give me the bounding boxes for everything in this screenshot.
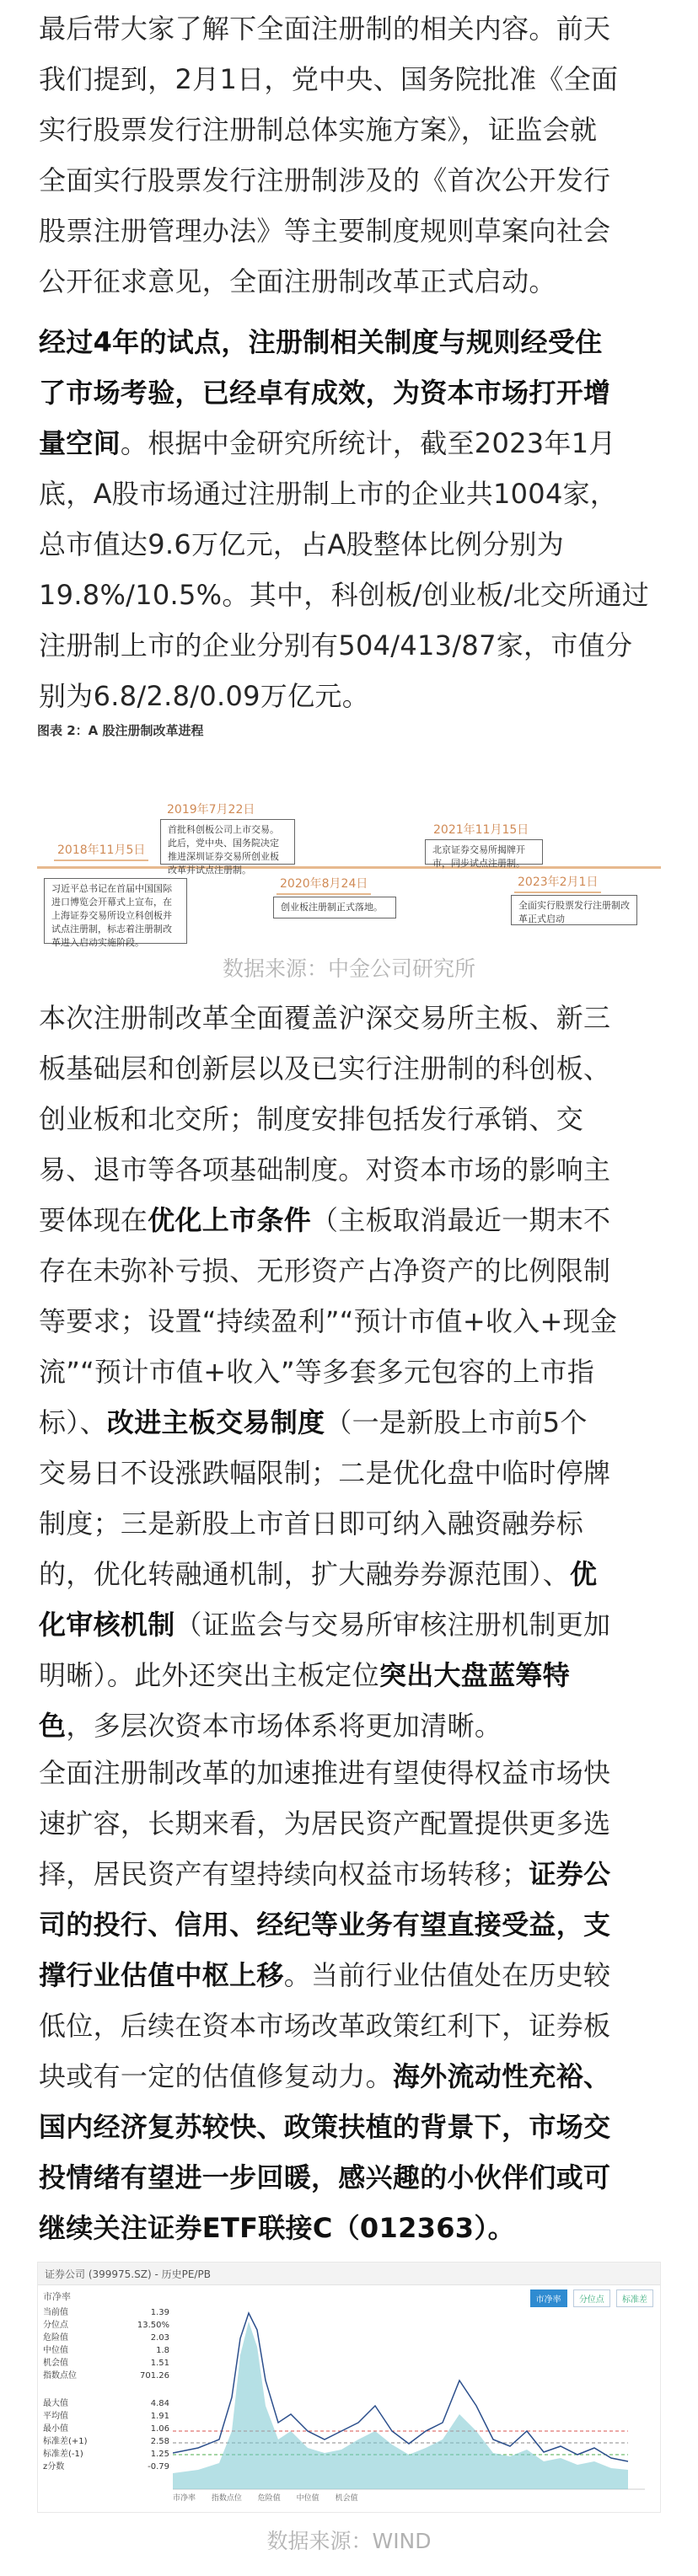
text-line: 速扩容，长期来看，为居民资产配置提供更多选 [39,1807,611,1840]
highlight-text: 化审核机制 [39,1609,175,1641]
text-span: 。当前行业估值处在历史较 [283,1959,611,1991]
text-line: 实行股票发行注册制总体实施方案》，证监会就 [39,114,598,146]
highlight-text: 突出大盘蓝筹特 [379,1659,571,1691]
stat-value: 1.91 [150,2412,169,2421]
text-line: 低位，后续在资本市场改革政策红利下，证券板 [39,2010,611,2042]
highlight-text: 量空间 [39,427,121,459]
stat-label: 当前值 [43,2308,68,2317]
reform-timeline-figure [37,721,661,966]
index-area [173,2322,628,2489]
text-line: 制度；三是新股上市首日即可纳入融资融券标 [39,1508,584,1540]
stat-label: 标准差(+1) [43,2437,88,2446]
text-line: 股票注册管理办法》等主要制度规则草案向社会 [39,215,611,247]
timeline-date: 2019年7月22日 [164,801,258,821]
timeline-date: 2018年11月5日 [54,841,148,861]
highlight-text: 优化上市条件 [148,1204,312,1236]
legend-item: 机会值 [335,2494,358,2503]
highlight-text: 经过4年的试点，注册制相关制度与规则经受住 [39,326,603,358]
text-span: （主板取消最近一期末不 [311,1204,611,1236]
chart-subtitle: 市净率 [43,2291,71,2302]
paragraph-reform-impact [39,993,663,1751]
stat-label: 分位点 [43,2321,68,2330]
legend-item: 市净率 [173,2494,196,2503]
highlight-text: 投情绪有望进一步回暖，感兴趣的小伙伴们或可 [39,2161,611,2193]
highlight-text: 了市场考验，已经卓有成效，为资本市场打开增 [39,377,611,409]
highlight-text: 优 [570,1558,598,1590]
stat-label: 中位值 [43,2346,68,2355]
text-span: 择，居民资产有望持续向权益市场转移； [39,1858,529,1890]
text-line: 全面实行股票发行注册制涉及的《首次公开发行 [39,164,611,196]
stat-label: 平均值 [43,2412,68,2421]
text-line: 公开征求意见，全面注册制改革正式启动。 [39,265,556,297]
stat-label: 机会值 [43,2359,68,2368]
stat-value: 1.06 [150,2424,169,2434]
stats-panel [43,2306,169,2473]
stat-value: 1.39 [150,2308,169,2317]
text-line: 板基础层和创新层以及已实行注册制的科创板、 [39,1052,611,1084]
stat-value: 4.84 [150,2399,169,2408]
highlight-text: 国内经济复苏较快、政策扶植的背景下，市场交 [39,2111,611,2143]
stat-value: 1.8 [156,2346,169,2355]
figure-title: 图表 2：A 股注册制改革进程 [37,723,204,738]
text-span: ，多层次资本市场体系将更加清晰。 [66,1710,502,1742]
highlight-text: 撑行业估值中枢上移 [39,1959,284,1991]
highlight-text: 改进主板交易制度 [106,1406,325,1438]
timeline-date: 2021年11月15日 [430,821,532,841]
legend-item: 危险值 [257,2494,281,2503]
stat-label: 标准差(-1) [43,2450,83,2459]
stat-value: 1.51 [150,2359,169,2368]
timeline-event: 北京证券交易所揭牌开市，同步试点注册制。 [425,839,543,865]
timeline-date: 2023年2月1日 [514,873,601,893]
chart-header [38,2263,660,2285]
highlight-text: 证券公 [529,1858,611,1890]
text-line: 等要求；设置“持续盈利”“预计市值+收入+现金 [39,1305,618,1337]
chart-legend [173,2492,372,2503]
timeline-event: 习近平总书记在首届中国国际进口博览会开幕式上宣布，在上海证券交易所设立科创板并试点注册制，标志着注册制改革进入启动实施阶段。 [44,878,187,944]
stat-value: -0.79 [148,2462,169,2472]
legend-item: 指数点位 [211,2494,242,2503]
chart-header-title: 证券公司 (399975.SZ) - 历史PE/PB [45,2268,211,2280]
figure-caption: 数据来源：中金公司研究所 [222,956,475,981]
pb-history-plot [173,2305,645,2490]
text-line: 19.8%/10.5%。其中，科创板/创业板/北交所通过 [39,579,650,611]
timeline-event: 全面实行股票发行注册制改革正式启动 [511,895,637,925]
text-line: 别为6.8/2.8/0.09万亿元。 [39,680,369,712]
timeline-axis [37,866,661,869]
text-line: 本次注册制改革全面覆盖沪深交易所主板、新三 [39,1002,611,1034]
tab-pb[interactable]: 市净率 [530,2289,567,2307]
text-span: （一是新股上市前5个 [325,1406,588,1438]
timeline-event: 创业板注册制正式落地。 [273,897,396,918]
paragraph-outlook [39,1748,663,2253]
tab-percentile[interactable]: 分位点 [573,2289,610,2307]
text-line: 易、退市等各项基础制度。对资本市场的影响主 [39,1154,611,1186]
text-line: 底，A股市场通过注册制上市的企业共1004家， [39,478,618,510]
timeline-date: 2020年8月24日 [277,875,371,895]
highlight-text: 司的投行、信用、经纪等业务有望直接受益，支 [39,1909,611,1941]
text-line: 最后带大家了解下全面注册制的相关内容。前天 [39,13,611,45]
stat-value: 701.26 [140,2371,169,2381]
stat-label: z分数 [43,2462,65,2472]
text-line: 存在未弥补亏损、无形资产占净资产的比例限制 [39,1255,611,1287]
paragraph-pilot-results [39,317,663,721]
stat-label: 最小值 [43,2424,68,2434]
stat-value: 1.25 [150,2450,169,2459]
stat-label: 危险值 [43,2333,68,2343]
text-span: 明晰）。此外还突出主板定位 [39,1659,379,1691]
legend-item: 中位值 [296,2494,319,2503]
figure-caption: 数据来源：WIND [266,2529,432,2553]
stat-value: 2.58 [150,2437,169,2446]
text-span: 块或有一定的估值修复动力。 [39,2060,393,2092]
text-line: 注册制上市的企业分别有504/413/87家，市值分 [39,629,633,661]
text-span: 要体现在 [39,1204,148,1236]
text-span: 。根据中金研究所统计，截至2023年1月 [120,427,616,459]
text-line: 全面注册制改革的加速推进有望使得权益市场快 [39,1757,611,1789]
text-span: 的，优化转融通机制，扩大融券券源范围）、 [39,1558,571,1590]
text-line: 流”“预计市值+收入”等多套多元包容的上市指 [39,1356,595,1388]
stat-value: 2.03 [150,2333,169,2343]
valuation-chart-figure [37,2262,661,2513]
stat-value: 13.50% [137,2321,169,2330]
highlight-text: 继续关注证券ETF联接C（012363）。 [39,2212,515,2244]
highlight-text: 海外流动性充裕、 [392,2060,611,2092]
text-line: 交易日不设涨跌幅限制；二是优化盘中临时停牌 [39,1457,611,1489]
text-line: 我们提到，2月1日，党中央、国务院批准《全面 [39,63,619,95]
stat-label: 最大值 [43,2399,68,2408]
tab-stddev[interactable]: 标准差 [616,2289,653,2307]
paragraph-intro [39,3,663,307]
text-span: （证监会与交易所审核注册机制更加 [174,1609,611,1641]
timeline-event: 首批科创板公司上市交易。此后，党中央、国务院决定推进深圳证券交易所创业板改革并试点注册制。 [160,819,295,865]
highlight-text: 色 [39,1710,67,1742]
text-line: 总市值达9.6万亿元，占A股整体比例分别为 [39,528,565,560]
stat-label: 指数点位 [43,2371,77,2381]
text-span: 标）、 [39,1406,107,1438]
text-line: 创业板和北交所；制度安排包括发行承销、交 [39,1103,584,1135]
